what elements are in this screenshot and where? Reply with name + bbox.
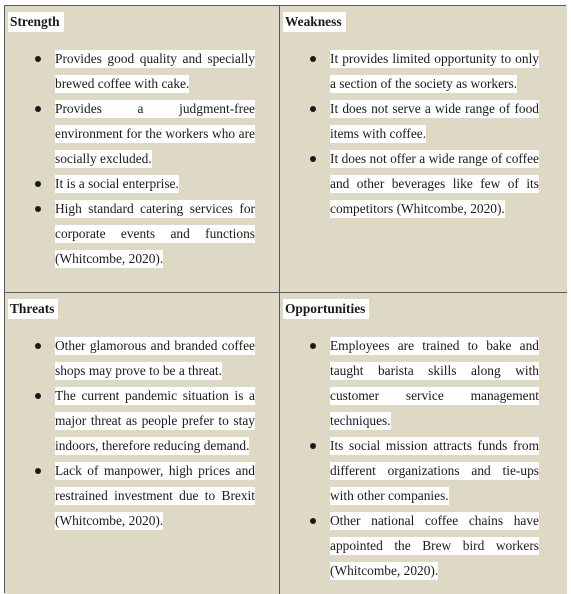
list-item [29,46,255,96]
list-item-text: It does not offer a wide range of coffee and other beverages like few of its competitors (Whitcombe, 2020). [330,151,539,216]
list-item-text: The current pandemic situation is a major threat as people prefer to stay indoors, therefore reducing demand. [55,388,255,453]
list-item-text: It provides limited opportunity to only a section of the society as workers. [330,51,539,91]
list-item [29,171,255,196]
opportunities-list [304,333,539,583]
list-item [29,458,255,533]
weakness-cell [280,6,567,293]
strength-heading: Strength [8,12,64,32]
bullet-icon [35,468,41,474]
strength-list [29,46,255,271]
bullet-icon [35,106,41,112]
list-item-text: Other glamorous and branded coffee shops may prove to be a threat. [55,338,255,378]
threats-cell [5,293,280,594]
bullet-icon [310,518,316,524]
list-item-text: Other national coffee chains have appointed the Brew bird workers (Whitcombe, 2020). [330,513,539,578]
list-item-text: It does not serve a wide range of food items with coffee. [330,101,539,141]
list-item [29,196,255,271]
bullet-icon [35,206,41,212]
strength-cell [5,6,280,293]
bullet-icon [310,56,316,62]
list-item [29,383,255,458]
list-item [304,146,539,221]
bullet-icon [310,343,316,349]
bullet-icon [310,106,316,112]
list-item [304,508,539,583]
bullet-icon [35,393,41,399]
bullet-icon [310,443,316,449]
opportunities-cell [280,293,567,594]
weakness-list [304,46,539,221]
weakness-heading: Weakness [283,12,346,32]
list-item-text: Provides a judgment-free environment for the workers who are socially excluded. [55,101,255,166]
list-item-text: Its social mission attracts funds from different organizations and tie-ups with other companies. [330,438,539,503]
list-item-text: Provides good quality and specially brewed coffee with cake. [55,51,255,91]
threats-heading: Threats [8,299,58,319]
opportunities-heading: Opportunities [283,299,369,319]
list-item [304,46,539,96]
bullet-icon [35,56,41,62]
list-item [304,433,539,508]
bullet-icon [35,343,41,349]
list-item-text: It is a social enterprise. [55,176,179,191]
swot-table [4,5,566,593]
list-item-text: Employees are trained to bake and taught barista skills along with customer service management techniques. [330,338,539,428]
list-item [29,96,255,171]
bullet-icon [35,181,41,187]
list-item [29,333,255,383]
bullet-icon [310,156,316,162]
list-item-text: Lack of manpower, high prices and restrained investment due to Brexit (Whitcombe, 2020). [55,463,255,528]
list-item-text: High standard catering services for corporate events and functions (Whitcombe, 2020). [55,201,255,266]
list-item [304,333,539,433]
threats-list [29,333,255,533]
list-item [304,96,539,146]
